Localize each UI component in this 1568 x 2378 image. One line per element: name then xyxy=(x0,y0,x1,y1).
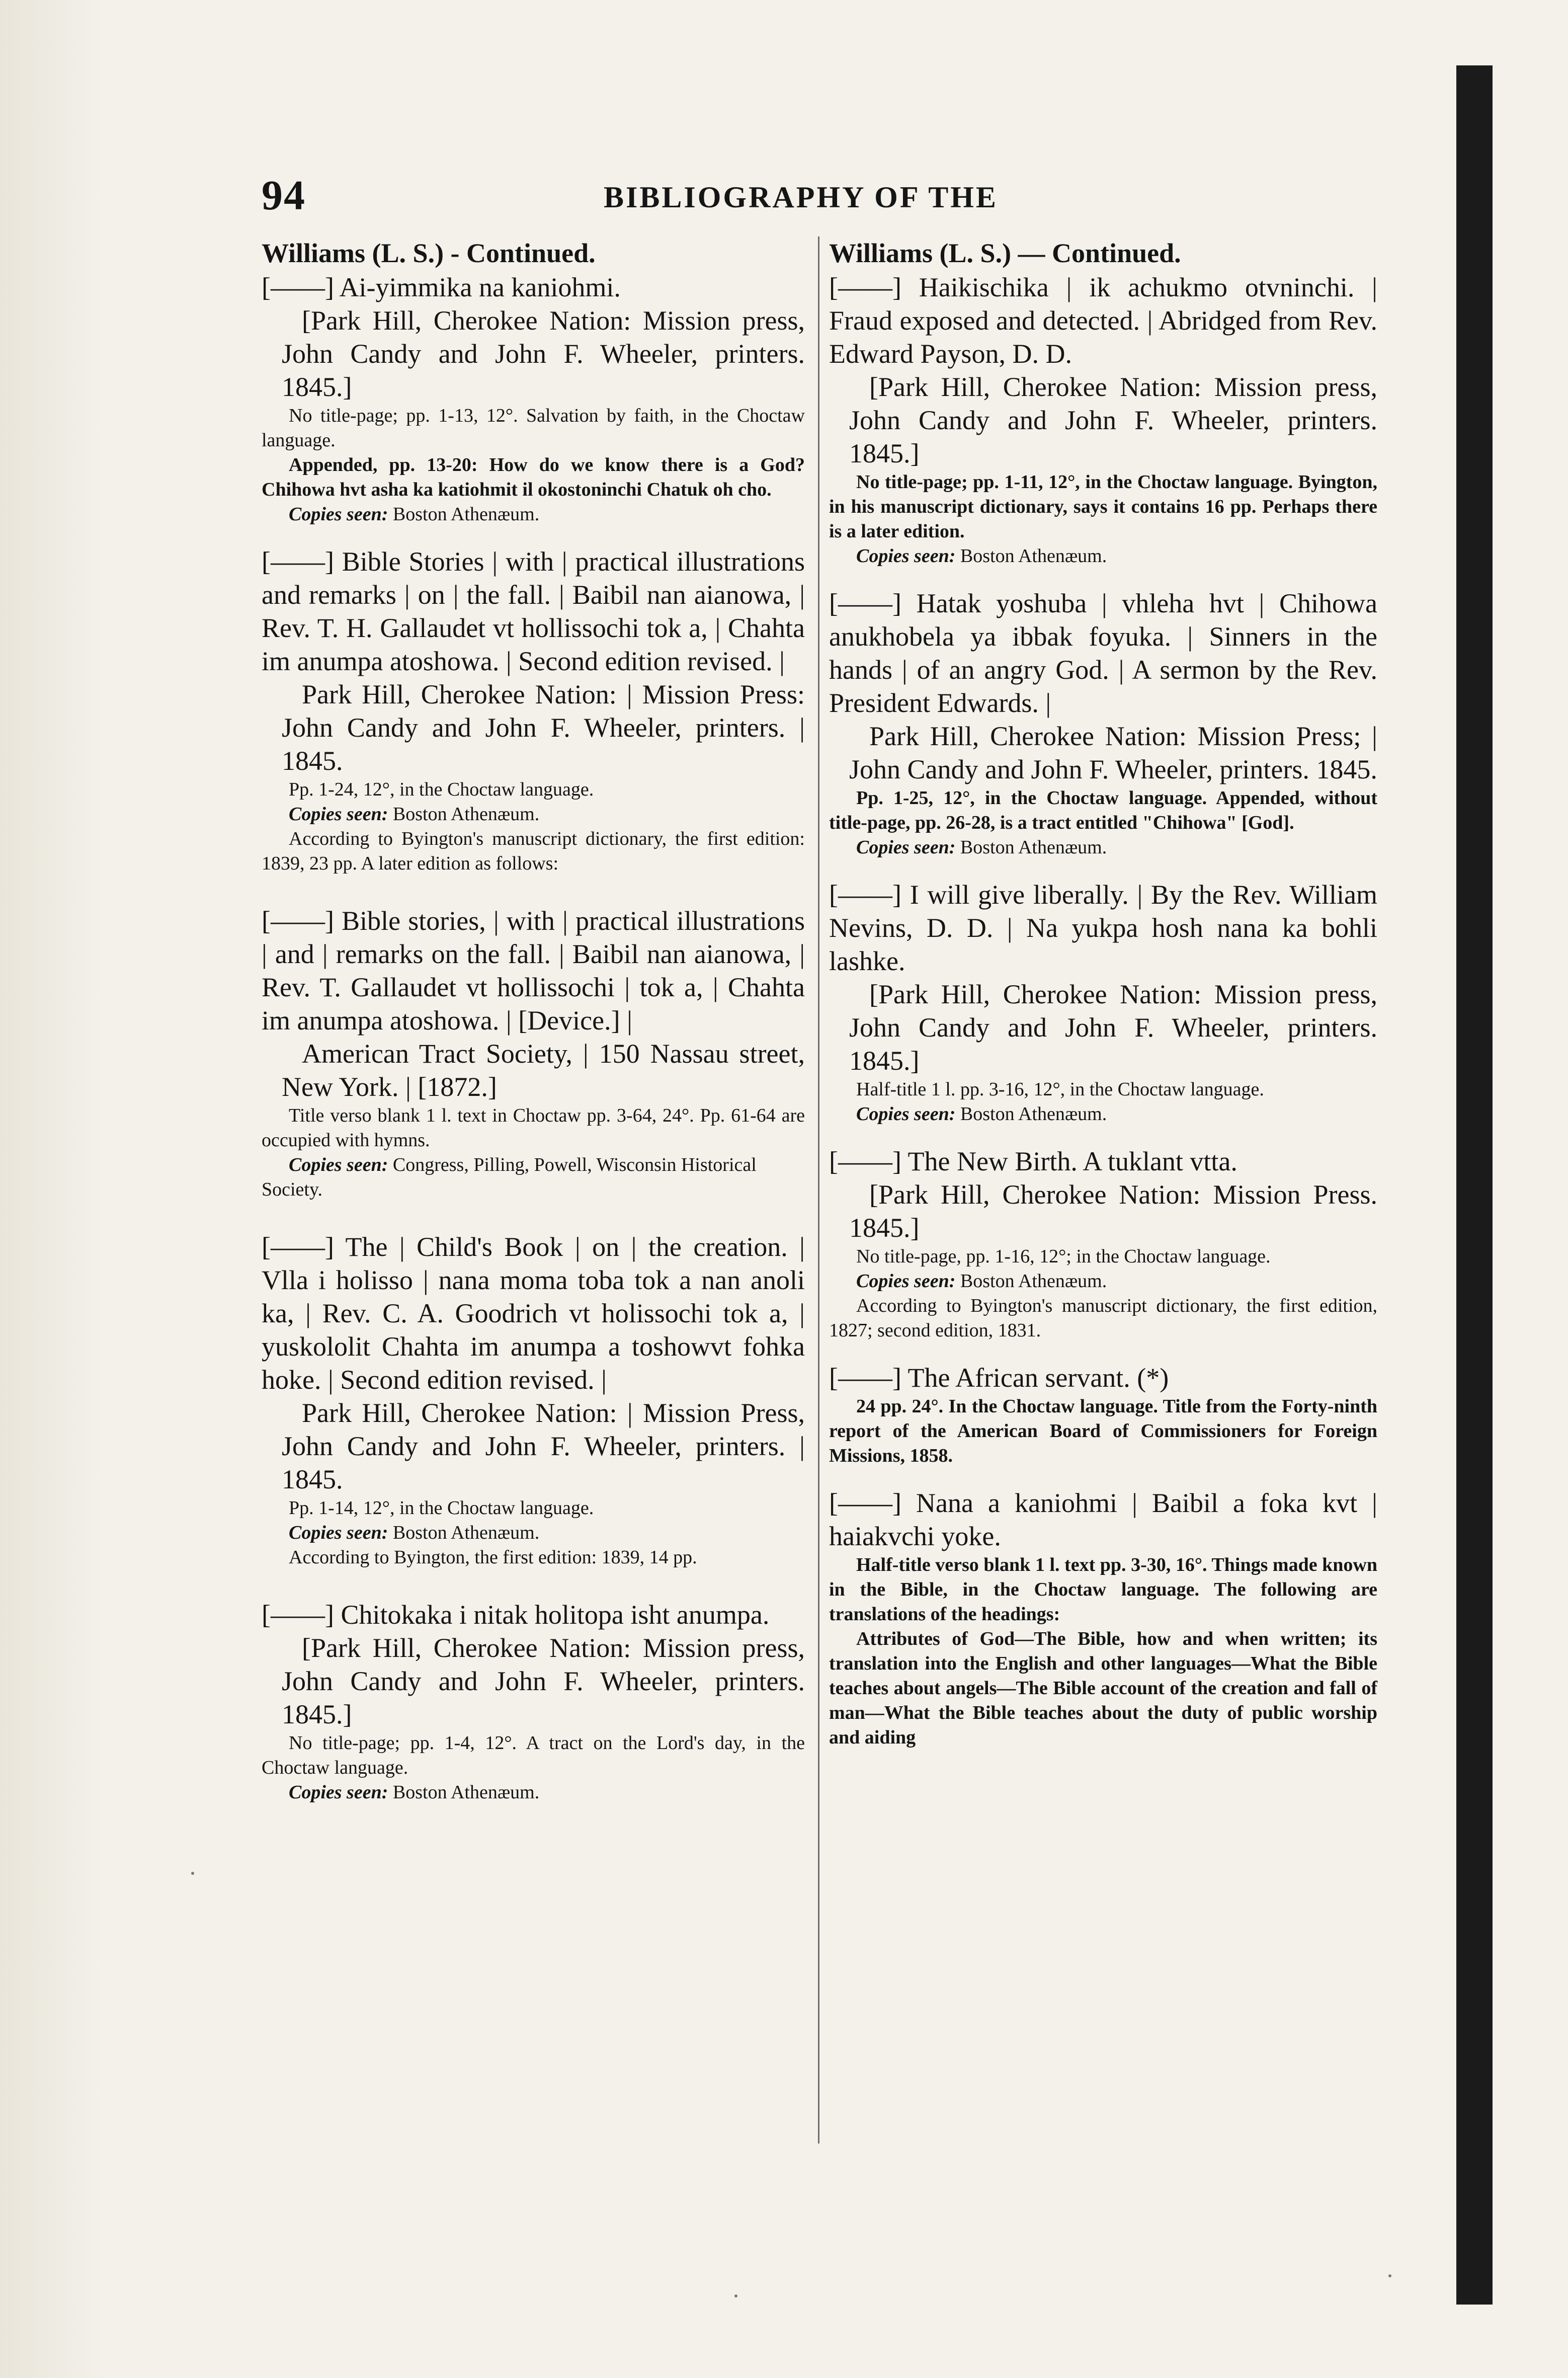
paper-speck xyxy=(191,1872,194,1875)
copies-seen-label: Copies seen: xyxy=(289,804,388,825)
entry-note: According to Byington, the first edition: 1839, 14 pp. xyxy=(289,1547,697,1568)
page-number: 94 xyxy=(262,172,306,219)
bib-entry xyxy=(262,1230,805,1570)
bib-entry xyxy=(262,545,805,876)
entry-title: [——] Chitokaka i nitak holitopa isht anumpa. xyxy=(262,1600,770,1630)
entry-imprint: Park Hill, Cherokee Nation: | Mission Press, John Candy and John F. Wheeler, printers. | 1845. xyxy=(282,1398,805,1494)
entry-title: [——] Hatak yoshuba | vhleha hvt | Chihowa anukhobela ya ibbak foyuka. | Sinners in the hands | of an angry God. | A sermon by the Rev. President Edwards. | xyxy=(829,588,1377,718)
continued-heading: Williams (L. S.) - Continued. xyxy=(262,238,596,268)
continued-heading: Williams (L. S.) — Continued. xyxy=(829,238,1181,268)
entry-note: According to Byington's manuscript dictionary, the first edition: 1839, 23 pp. A later edition as follows: xyxy=(262,828,805,874)
right-column xyxy=(829,236,1377,1778)
running-title: BIBLIOGRAPHY OF THE xyxy=(604,181,998,214)
copies-seen-label: Copies seen: xyxy=(856,1103,956,1125)
column-divider xyxy=(818,236,819,2144)
copies-seen-label: Copies seen: xyxy=(289,1782,388,1803)
entry-imprint: [Park Hill, Cherokee Nation: Mission press, John Candy and John F. Wheeler, printers. 1845.] xyxy=(282,305,805,402)
entry-note: No title-page; pp. 1-13, 12°. Salvation by faith, in the Choctaw language. xyxy=(262,405,805,451)
entry-title: [——] The African servant. (*) xyxy=(829,1363,1169,1393)
copies-seen xyxy=(829,1269,1377,1294)
entry-note: Half-title 1 l. pp. 3-16, 12°, in the Choctaw language. xyxy=(856,1079,1264,1100)
copies-seen xyxy=(262,802,805,827)
entry-note: Half-title verso blank 1 l. text pp. 3-30, 16°. Things made known in the Bible, in the Choctaw language. The following are translations of the headings: xyxy=(829,1554,1377,1625)
copies-seen-label: Copies seen: xyxy=(289,1522,388,1543)
entry-imprint: [Park Hill, Cherokee Nation: Mission Press. 1845.] xyxy=(849,1179,1377,1243)
entry-title: [——] Bible Stories | with | practical illustrations and remarks | on | the fall. | Baibil nan aianowa, | Rev. T. H. Gallaudet vt hollissochi tok a, | Chahta im anumpa atoshowa. | Second edition revised. | xyxy=(262,546,805,676)
entry-note: Title verso blank 1 l. text in Choctaw pp. 3-64, 24°. Pp. 61-64 are occupied with hymns. xyxy=(262,1105,805,1151)
copies-seen-label: Copies seen: xyxy=(289,504,388,525)
copies-seen xyxy=(262,1780,805,1805)
entry-note: 24 pp. 24°. In the Choctaw language. Title from the Forty-ninth report of the American Board of Commissioners for Foreign Missions, 1858. xyxy=(829,1396,1377,1466)
copies-seen-value: Congress, Pilling, Powell, Wisconsin Historical Society. xyxy=(262,1154,757,1200)
copies-seen xyxy=(829,835,1377,860)
copies-seen-value: Boston Athenæum. xyxy=(392,1522,540,1543)
entry-imprint: American Tract Society, | 150 Nassau street, New York. | [1872.] xyxy=(282,1039,805,1102)
copies-seen-label: Copies seen: xyxy=(856,545,956,567)
bib-entry xyxy=(262,904,805,1202)
copies-seen-value: Boston Athenæum. xyxy=(960,545,1107,567)
copies-seen-value: Boston Athenæum. xyxy=(960,1103,1107,1125)
copies-seen xyxy=(262,1521,805,1545)
bib-entry xyxy=(829,271,1377,569)
entry-imprint: [Park Hill, Cherokee Nation: Mission press, John Candy and John F. Wheeler, printers. 1845.] xyxy=(282,1633,805,1729)
bib-entry xyxy=(829,587,1377,860)
copies-seen xyxy=(829,544,1377,569)
paper-speck xyxy=(734,2294,737,2297)
entry-note: According to Byington's manuscript dictionary, the first edition, 1827; second edition, 1831. xyxy=(829,1295,1377,1341)
copies-seen xyxy=(262,502,805,527)
entry-note: Pp. 1-24, 12°, in the Choctaw language. xyxy=(289,779,594,800)
entry-title: [——] I will give liberally. | By the Rev. William Nevins, D. D. | Na yukpa hosh nana ka bohli lashke. xyxy=(829,880,1377,976)
entry-title: [——] Nana a kaniohmi | Baibil a foka kvt | haiakvchi yoke. xyxy=(829,1488,1377,1551)
bib-entry xyxy=(829,1486,1377,1750)
copies-seen-value: Boston Athenæum. xyxy=(960,1271,1107,1292)
entry-title: [——] The | Child's Book | on | the creation. | Vlla i holisso | nana moma toba tok a nan anoli ka, | Rev. C. A. Goodrich vt holissochi tok a, | yuskololit Chahta im anumpa a toshowvt fohka hoke. | Second edition revised. | xyxy=(262,1232,805,1395)
entry-note: Appended, pp. 13-20: How do we know there is a God? Chihowa hvt asha ka katiohmit il okostoninchi Chatuk oh cho. xyxy=(262,454,805,500)
entry-note: Pp. 1-25, 12°, in the Choctaw language. Appended, without title-page, pp. 26-28, is a tract entitled "Chihowa" [God]. xyxy=(829,787,1377,833)
entry-title: [——] Ai-yimmika na kaniohmi. xyxy=(262,272,621,302)
entry-note: No title-page, pp. 1-16, 12°; in the Choctaw language. xyxy=(856,1246,1271,1267)
copies-seen-label: Copies seen: xyxy=(856,837,956,858)
bib-entry xyxy=(262,271,805,527)
copies-seen xyxy=(262,1153,805,1202)
entry-title: [——] The New Birth. A tuklant vtta. xyxy=(829,1146,1237,1176)
page-header xyxy=(262,171,1066,231)
entry-title: [——] Bible stories, | with | practical illustrations | and | remarks on the fall. | Baibil nan aianowa, | Rev. T. Gallaudet vt hollissochi | tok a, | Chahta im anumpa atoshowa. | [Device.] | xyxy=(262,906,805,1036)
bib-entry xyxy=(829,1145,1377,1343)
entry-imprint: [Park Hill, Cherokee Nation: Mission press, John Candy and John F. Wheeler, printers. 1845.] xyxy=(849,979,1377,1076)
copies-seen-value: Boston Athenæum. xyxy=(392,504,540,525)
entry-imprint: [Park Hill, Cherokee Nation: Mission press, John Candy and John F. Wheeler, printers. 1845.] xyxy=(849,372,1377,468)
entry-imprint: Park Hill, Cherokee Nation: Mission Press; | John Candy and John F. Wheeler, printers. 1845. xyxy=(849,721,1377,784)
copies-seen-value: Boston Athenæum. xyxy=(392,804,540,825)
entry-note: Attributes of God—The Bible, how and when written; its translation into the English and other languages—What the Bible teaches about angels—The Bible account of the creation and fall of man—What the Bible teaches about the duty of public worship and aiding xyxy=(829,1628,1377,1748)
entry-note: No title-page; pp. 1-11, 12°, in the Choctaw language. Byington, in his manuscript dictionary, says it contains 16 pp. Perhaps there is a later edition. xyxy=(829,471,1377,542)
entry-note: Pp. 1-14, 12°, in the Choctaw language. xyxy=(289,1497,594,1519)
page-edge-shadow xyxy=(0,0,106,2378)
entry-title: [——] Haikischika | ik achukmo otvninchi. | Fraud exposed and detected. | Abridged from Rev. Edward Payson, D. D. xyxy=(829,272,1377,369)
left-column xyxy=(262,236,805,1833)
copies-seen-value: Boston Athenæum. xyxy=(960,837,1107,858)
copies-seen-label: Copies seen: xyxy=(856,1271,956,1292)
binding-edge xyxy=(1456,65,1493,2305)
entry-note: No title-page; pp. 1-4, 12°. A tract on the Lord's day, in the Choctaw language. xyxy=(262,1732,805,1778)
bib-entry xyxy=(829,878,1377,1127)
bib-entry xyxy=(829,1361,1377,1468)
copies-seen-label: Copies seen: xyxy=(289,1154,388,1175)
entry-imprint: Park Hill, Cherokee Nation: | Mission Press: John Candy and John F. Wheeler, printers. | 1845. xyxy=(282,679,805,776)
copies-seen-value: Boston Athenæum. xyxy=(392,1782,540,1803)
copies-seen xyxy=(829,1102,1377,1127)
bib-entry xyxy=(262,1598,805,1805)
paper-speck xyxy=(1388,2274,1391,2277)
